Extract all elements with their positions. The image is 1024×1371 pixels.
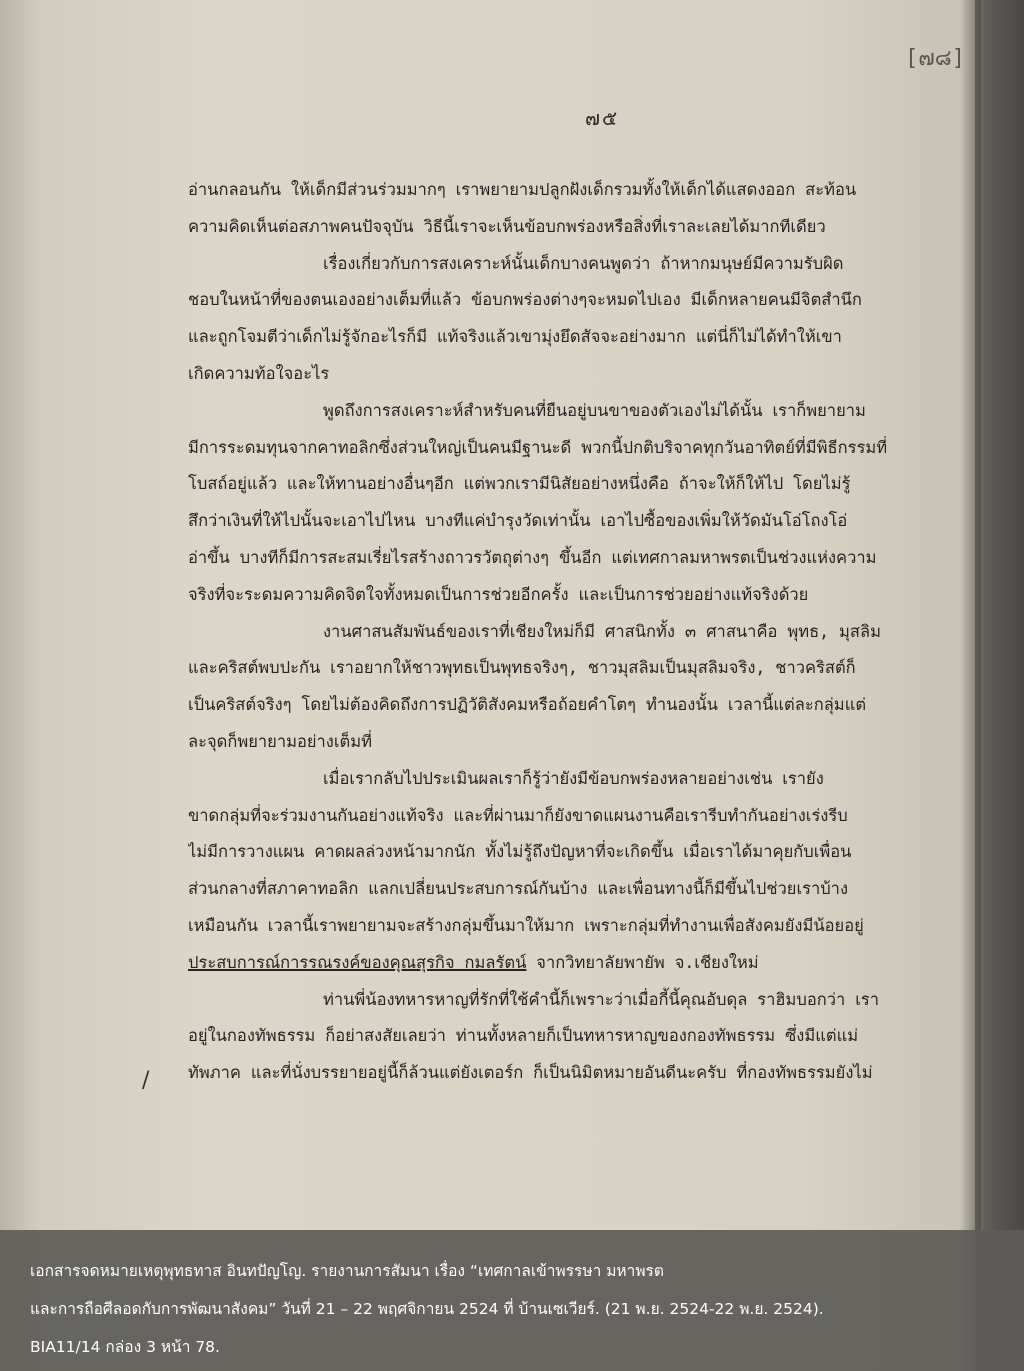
text-line: ส่วนกลางที่สภาคาทอลิก แลกเปลี่ยนประสบการณ์กันบ้าง และเพื่อนทางนี้ก็มีขึ้นไปช่วยเราบ้าง xyxy=(188,879,849,899)
text-line: มีการระดมทุนจากคาทอลิกซึ่งส่วนใหญ่เป็นคนมีฐานะดี พวกนี้ปกติบริจาคทุกวันอาทิตย์ที่มีพิธีกรรมที่ xyxy=(188,437,888,457)
text-line: โบสถ์อยู่แล้ว และให้ทานอย่างอื่นๆอีก แต่พวกเรามีนิสัยอย่างหนึ่งคือ ถ้าจะให้ก็ให้ไป โดยไม่รู้ xyxy=(188,474,851,494)
caption-line-2: และการถือศีลอดกับการพัฒนาสังคม” วันที่ 21 – 22 พฤศจิกายน 2524 ที่ บ้านเซเวียร์. (21 พ.ย. 2524-22 พ.ย. 2524). xyxy=(30,1300,824,1318)
caption-line-3: BIA11/14 กล่อง 3 หน้า 78. xyxy=(30,1338,220,1356)
text-line: อยู่ในกองทัพธรรม ก็อย่าสงสัยเลยว่า ท่านทั้งหลายก็เป็นทหารหาญของกองทัพธรรม ซึ่งมีแต่แม่ xyxy=(188,1026,859,1046)
archive-stamp: [๗๘] xyxy=(905,46,966,71)
text-line: อ่าขึ้น บางทีก็มีการสะสมเรี่ยไรสร้างถาวรวัตถุต่างๆ ขึ้นอีก แต่เทศกาลมหาพรตเป็นช่วงแห่งความ xyxy=(188,547,877,567)
text-line: อ่านกลอนกัน ให้เด็กมีส่วนร่วมมากๆ เราพยายามปลูกฝังเด็กรวมทั้งให้เด็กได้แสดงออก สะท้อน xyxy=(188,180,857,199)
body-text xyxy=(188,172,958,1092)
text-line: เรื่องเกี่ยวกับการสงเคราะห์นั้นเด็กบางคนพูดว่า ถ้าหากมนุษย์มีความรับผิด xyxy=(323,253,844,273)
text-line: ท่านพี่น้องทหารหาญที่รักที่ใช้คำนี้ก็เพราะว่าเมื่อกี้นี้คุณอับดุล ราฮิมบอกว่า เรา xyxy=(323,989,879,1009)
text-line: ทัพภาค และที่นั่งบรรยายอยู่นี้ก็ล้วนแต่ยังเตอร์ก ก็เป็นนิมิตหมายอันดีนะครับ ที่กองทัพธรรมยังไม่ xyxy=(188,1063,873,1083)
page-number: ๗๕ xyxy=(585,106,620,130)
text-line: เหมือนกัน เวลานี้เราพยายามจะสร้างกลุ่มขึ้นมาให้มาก เพราะกลุ่มที่ทำงานเพื่อสังคมยังมีน้อยอยู่ xyxy=(188,915,864,935)
paragraph-block xyxy=(188,172,958,945)
margin-mark: / xyxy=(142,1068,150,1093)
section-heading-underlined: ประสบการณ์การรณรงค์ของคุณสุรกิจ กมลรัตน์ xyxy=(188,952,527,972)
text-line: งานศาสนสัมพันธ์ของเราที่เชียงใหม่ก็มี ศาสนิกทั้ง ๓ ศาสนาคือ พุทธ, มุสลิม xyxy=(323,621,881,641)
caption-bar xyxy=(0,1230,1024,1371)
text-line: ชอบในหน้าที่ของตนเองอย่างเต็มที่แล้ว ข้อบกพร่องต่างๆจะหมดไปเอง มีเด็กหลายคนมีจิตสำนึก xyxy=(188,290,862,310)
text-line: และถูกโจมตีว่าเด็กไม่รู้จักอะไรก็มี แท้จริงแล้วเขามุ่งยึดสัจจะอย่างมาก แต่นี่ก็ไม่ได้ทำให้เขา xyxy=(188,327,842,347)
paragraph-block xyxy=(188,982,958,1092)
text-line: เป็นคริสต์จริงๆ โดยไม่ต้องคิดถึงการปฏิวัติสังคมหรือถ้อยคำโตๆ ทำนองนั้น เวลานี้แต่ละกลุ่มแต่ xyxy=(188,695,867,715)
text-line: พูดถึงการสงเคราะห์สำหรับคนที่ยืนอยู่บนขาของตัวเองไม่ได้นั้น เราก็พยายาม xyxy=(323,400,866,420)
text-line: เกิดความท้อใจอะไร xyxy=(188,363,330,383)
caption-line-1: เอกสารจดหมายเหตุพุทธทาส อินทปัญโญ. รายงานการสัมนา เรื่อง “เทศกาลเข้าพรรษา มหาพรต xyxy=(30,1262,664,1280)
text-line: และคริสต์พบปะกัน เราอยากให้ชาวพุทธเป็นพุทธจริงๆ, ชาวมุสลิมเป็นมุสลิมจริง, ชาวคริสต์ก็ xyxy=(188,658,856,678)
text-line: ความคิดเห็นต่อสภาพคนปัจจุบัน วิธีนี้เราจะเห็นข้อบกพร่องหรือสิ่งที่เราละเลยได้มากทีเดียว xyxy=(188,216,826,236)
text-line: ละจุดก็พยายามอย่างเต็มที่ xyxy=(188,731,372,751)
text-line: สึกว่าเงินที่ให้ไปนั้นจะเอาไปไหน บางทีแค่บำรุงวัดเท่านั้น เอาไปซื้อของเพิ่มให้วัดมันโอ่โถงโอ่ xyxy=(188,511,848,531)
page-edge xyxy=(975,0,981,1371)
text-line: ขาดกลุ่มที่จะร่วมงานกันอย่างแท้จริง และที่ผ่านมาก็ยังขาดแผนงานคือเรารีบทำกันอย่างเร่งรีบ xyxy=(188,805,848,825)
text-line: ไม่มีการวางแผน คาดผลล่วงหน้ามากนัก ทั้งไม่รู้ถึงปัญหาที่จะเกิดขึ้น เมื่อเราได้มาคุยกับเพื่อน xyxy=(188,842,852,862)
section-heading-rest: จากวิทยาลัยพายัพ จ.เชียงใหม่ xyxy=(526,952,759,972)
section-heading xyxy=(188,945,958,982)
text-line: จริงที่จะระดมความคิดจิตใจทั้งหมดเป็นการช่วยอีกครั้ง และเป็นการช่วยอย่างแท้จริงด้วย xyxy=(188,584,809,604)
text-line: เมื่อเรากลับไปประเมินผลเราก็รู้ว่ายังมีข้อบกพร่องหลายอย่างเช่น เรายัง xyxy=(323,768,824,788)
